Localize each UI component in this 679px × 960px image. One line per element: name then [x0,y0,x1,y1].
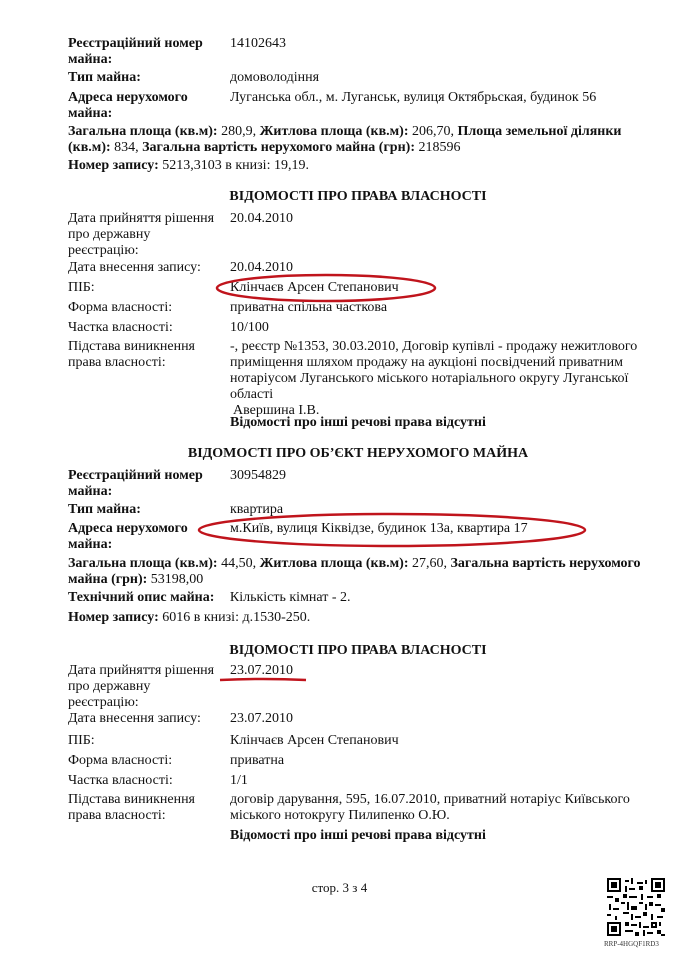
field-label: Форма власності: [68,753,173,768]
field-value: приватна [230,753,285,768]
qr-code-icon [607,878,665,936]
field-value: Клінчаєв Арсен Степанович [230,733,399,748]
tech-value: Кількість кімнат - 2. [229,590,351,605]
basis-text: -, реєстр №1353, 30.03.2010, Договір купівлі - продажу нежитлового приміщення шляхом продажу на аукціоні посвідчений приватним нотаріусом Луганського міського нотаріального округу Луганської області [230,339,638,402]
record-number-row [68,610,648,626]
field-value: домоволодіння [230,70,320,85]
record-label: Номер запису: [68,158,159,173]
area-value: 53198,00 [150,572,204,587]
field-value: приватна спільна часткова [230,300,388,315]
field-label: Реєстраційний номер майна: [68,36,203,67]
area-label: Житлова площа (кв.м): [259,556,409,571]
basis-notary: Авершина І.В. [233,403,320,418]
no-other-rights-note: Відомості про інші речові права відсутні [230,415,486,430]
field-value: 30954829 [230,468,286,483]
field-label: ПІБ: [68,280,95,295]
field-value: Клінчаєв Арсен Степанович [230,280,399,295]
ownership-rights-heading: ВІДОМОСТІ ПРО ПРАВА ВЛАСНОСТІ [229,643,487,658]
area-label: Загальна площа (кв.м): [68,124,218,139]
field-label: Підстава виникнення права власності: [68,792,195,823]
property-object-heading: ВІДОМОСТІ ПРО ОБ’ЄКТ НЕРУХОМОГО МАЙНА [187,446,529,461]
area-paragraph [68,556,648,588]
field-label: Адреса нерухомого майна: [68,90,188,121]
area-value: 44,50, [221,556,257,571]
field-label: Тип майна: [68,70,141,85]
field-value: 1/1 [230,773,248,788]
field-label: Форма власності: [68,300,173,315]
tech-label: Технічний опис майна: [68,590,215,605]
ownership-rights-heading: ВІДОМОСТІ ПРО ПРАВА ВЛАСНОСТІ [229,189,487,204]
record-value: 6016 в книзі: д.1530-250. [162,610,311,625]
field-value: договір дарування, 595, 16.07.2010, приватний нотаріус Київського міського нотокругу Пилипенко О.Ю. [230,792,630,823]
area-value: 280,9, [221,124,257,139]
area-value: 834, [114,140,139,155]
area-value: 218596 [418,140,461,155]
area-paragraph [68,124,648,156]
no-other-rights-note: Відомості про інші речові права відсутні [230,828,486,843]
field-label: Дата внесення запису: [68,711,201,726]
tech-description-row [68,590,648,606]
record-number-row [68,158,648,174]
field-value: Луганська обл., м. Луганськ, вулиця Октябрьская, будинок 56 [230,90,597,105]
document-code: RRP-4HGQF1RD3 [604,940,659,948]
field-value: 23.07.2010 [230,711,293,726]
field-label: Частка власності: [68,320,173,335]
field-label: Дата внесення запису: [68,260,201,275]
area-value: 27,60, [412,556,447,571]
field-value: 23.07.2010 [230,663,293,678]
field-label: Реєстраційний номер майна: [68,468,203,499]
field-label: Дата прийняття рішення про державну реєстрацію: [68,211,215,258]
page-number: стор. 3 з 4 [311,880,368,895]
field-value: 14102643 [230,36,286,51]
field-label: Частка власності: [68,773,173,788]
area-value: 206,70, [412,124,454,139]
record-value: 5213,3103 в книзі: 19,19. [162,158,309,173]
area-label: Загальна вартість нерухомого майна (грн): [68,556,641,587]
field-value: квартира [230,502,284,517]
field-value [230,339,650,419]
field-value: м.Київ, вулиця Кіквідзе, будинок 13а, квартира 17 [230,521,528,536]
field-label: Тип майна: [68,502,141,517]
area-label: Загальна вартість нерухомого майна (грн): [142,140,415,155]
field-label: ПІБ: [68,733,95,748]
field-label: Адреса нерухомого майна: [68,521,188,552]
area-label: Загальна площа (кв.м): [68,556,218,571]
area-label: Житлова площа (кв.м): [259,124,409,139]
field-label: Дата прийняття рішення про державну реєстрацію: [68,663,215,710]
field-label: Підстава виникнення права власності: [68,339,195,370]
record-label: Номер запису: [68,610,159,625]
field-value: 10/100 [230,320,269,335]
field-value: 20.04.2010 [230,211,293,226]
field-value: 20.04.2010 [230,260,293,275]
area-label: Площа земельної ділянки (кв.м): [68,124,622,155]
